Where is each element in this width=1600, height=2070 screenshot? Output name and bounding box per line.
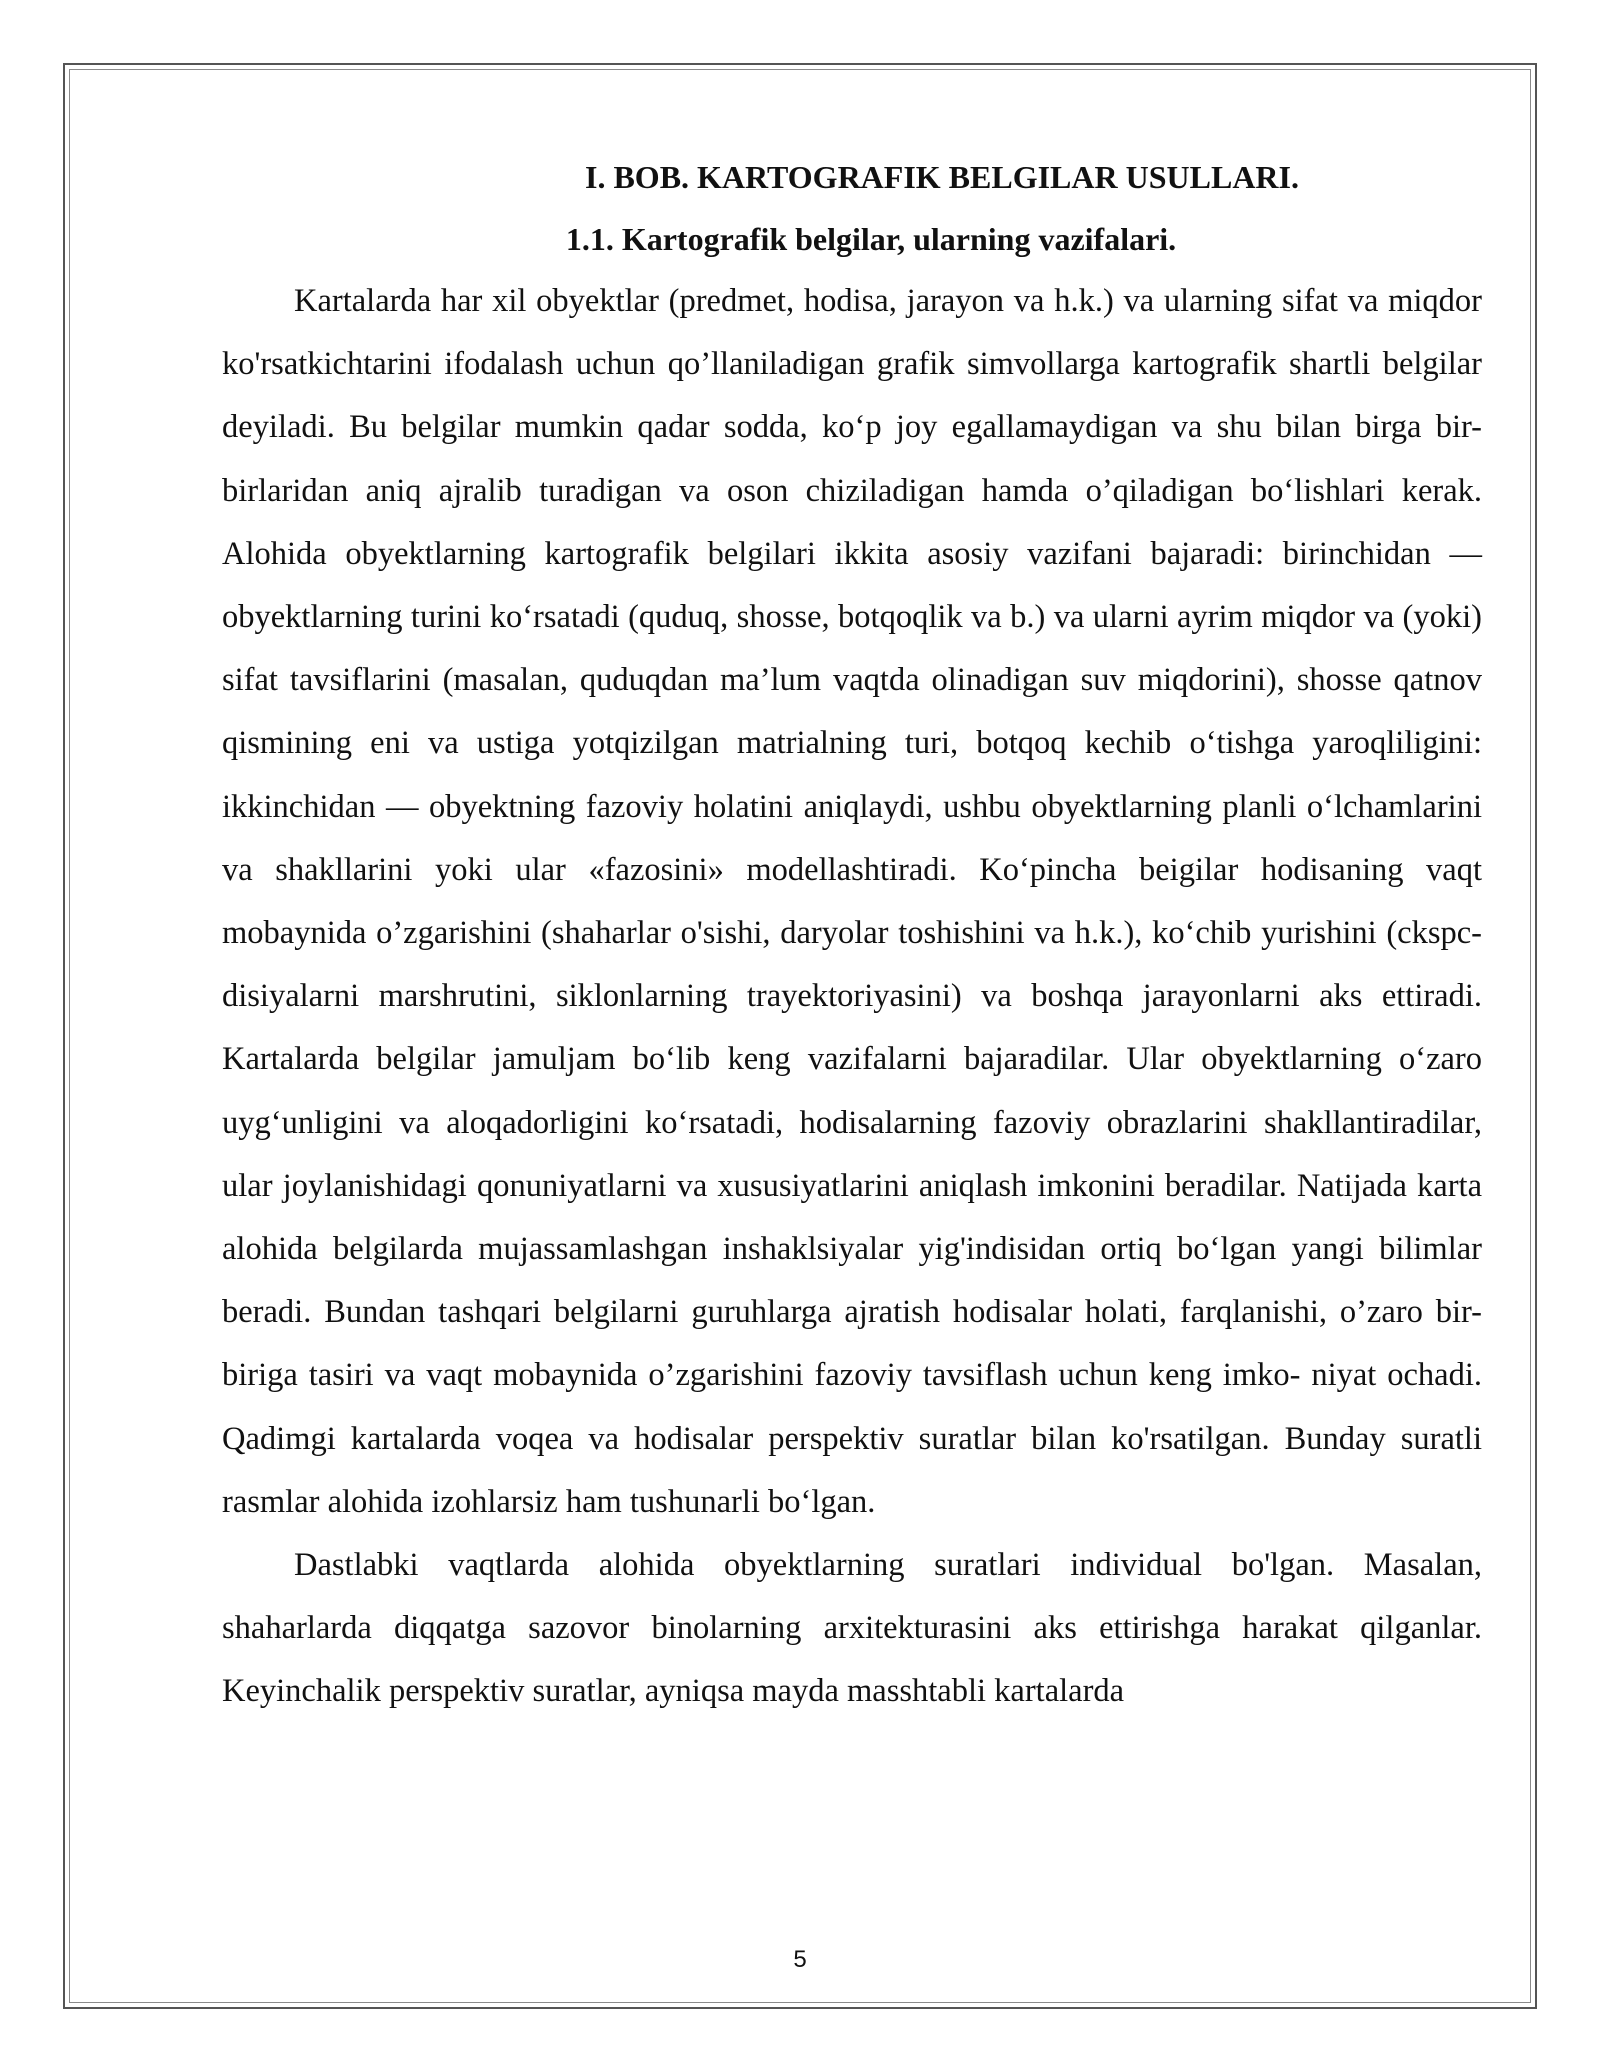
chapter-title: I. BOB. KARTOGRAFIK BELGILAR USULLARI. [585, 159, 1299, 195]
document-body [222, 146, 1482, 1724]
page-number: 5 [793, 1946, 807, 1973]
paragraph-2: Dastlabki vaqtlarda alohida obyektlarning suratlari individual bo'lgan. Masalan, shaharlarda diqqatga sazovor binolarning arxitekturasini aks ettirishga harakat qilganlar. Keyinchalik perspektiv suratlar, ayniqsa mayda masshtabli kartalarda [222, 1547, 1482, 1710]
section-title: 1.1. Kartografik belgilar, ularning vazifalari. [565, 221, 1177, 257]
paragraph-1: Kartalarda har xil obyektlar (predmet, hodisa, jarayon va h.k.) va ularning sifat va miqdor ko'rsatkichtarini ifodalash uchun qo’llaniladigan grafik simvollarga kartografik shartli belgilar deyiladi. Bu belgilar mumkin qadar sodda, ko‘p joy egallamaydigan va shu bilan birga bir-birlaridan aniq ajralib turadigan va oson chiziladigan hamda o’qiladigan bo‘lishlari kerak. Alohida obyektlarning kartografik belgilari ikkita asosiy vazifani bajaradi: birinchidan — obyektlarning turini ko‘rsatadi (quduq, shosse, botqoqlik va b.) va ularni ayrim miqdor va (yoki) sifat tavsiflarini (masalan, quduqdan ma’lum vaqtda olinadigan suv miqdorini), shosse qatnov qismining eni va ustiga yotqizilgan matrialning turi, botqoq kechib o‘tishga yaroqliligini: ikkinchidan — obyektning fazoviy holatini aniqlaydi, ushbu obyektlarning planli o‘lchamlarini va shakllarini yoki ular «fazosini» modellashtiradi. Ko‘pincha beigilar hodisaning vaqt mobaynida o’zgarishini (shaharlar o'sishi, daryolar toshishini va h.k.), ko‘chib yurishini (ckspc- disiyalarni marshrutini, siklonlarning trayektoriyasini) va boshqa jarayonlarni aks ettiradi. Kartalarda belgilar jamuljam bo‘lib keng vazifalarni bajaradilar. Ular obyektlarning o‘zaro uyg‘unligini va aloqadorligini ko‘rsatadi, hodisalarning fazoviy obrazlarini shakllantiradilar, ular joylanishidagi qonuniyatlarni va xususiyatlarini aniqlash imkonini beradilar. Natijada karta alohida belgilarda mujassamlashgan inshaklsiyalar yig'indisidan ortiq bo‘lgan yangi bilimlar beradi. Bundan tashqari belgilarni guruhlarga ajratish hodisalar holati, farqlanishi, o’zaro bir-biriga tasiri va vaqt mobaynida o’zgarishini fazoviy tavsiflash uchun keng imko- niyat ochadi. Qadimgi kartalarda voqea va hodisalar perspektiv suratlar bilan ko'rsatilgan. Bunday suratli rasmlar alohida izohlarsiz ham tushunarli bo‘lgan. [222, 283, 1482, 1520]
